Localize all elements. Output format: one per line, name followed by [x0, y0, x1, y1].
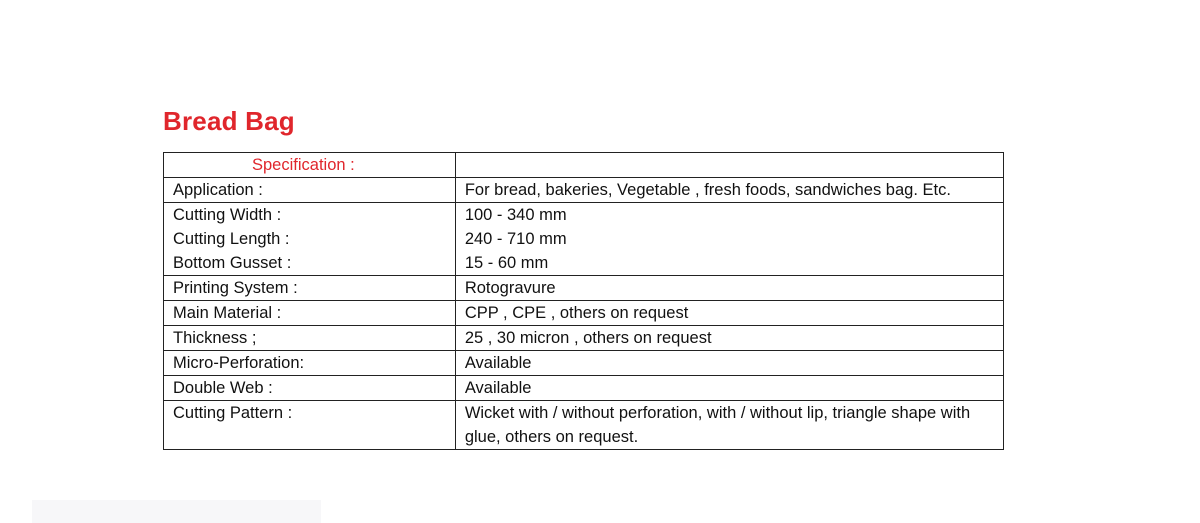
table-row	[164, 401, 1004, 450]
row-label-bottom-gusset: Bottom Gusset :	[164, 251, 456, 276]
table-row	[164, 326, 1004, 351]
row-label-cutting-length: Cutting Length :	[164, 227, 456, 251]
table-row	[164, 276, 1004, 301]
table-row	[164, 203, 1004, 228]
row-value-printing-system: Rotogravure	[455, 276, 1003, 301]
row-label-cutting-width: Cutting Width :	[164, 203, 456, 228]
row-label-printing-system: Printing System :	[164, 276, 456, 301]
row-label-application: Application :	[164, 178, 456, 203]
table-row	[164, 351, 1004, 376]
table-row	[164, 227, 1004, 251]
specification-table	[163, 152, 1004, 450]
table-row	[164, 178, 1004, 203]
bottom-bar	[32, 500, 321, 523]
table-row	[164, 251, 1004, 276]
row-value-cutting-pattern: Wicket with / without perforation, with / without lip, triangle shape with glue, others on request.	[455, 401, 1003, 450]
table-row	[164, 301, 1004, 326]
row-label-thickness: Thickness ;	[164, 326, 456, 351]
row-label-cutting-pattern: Cutting Pattern :	[164, 401, 456, 450]
row-value-double-web: Available	[455, 376, 1003, 401]
page-title: Bread Bag	[163, 106, 295, 136]
row-label-double-web: Double Web :	[164, 376, 456, 401]
table-row	[164, 376, 1004, 401]
table-header-row	[164, 153, 1004, 178]
row-label-main-material: Main Material :	[164, 301, 456, 326]
row-value-cutting-width: 100 - 340 mm	[455, 203, 1003, 228]
row-value-cutting-length: 240 - 710 mm	[455, 227, 1003, 251]
specification-header-value	[455, 153, 1003, 178]
row-label-micro-perforation: Micro-Perforation:	[164, 351, 456, 376]
row-value-thickness: 25 , 30 micron , others on request	[455, 326, 1003, 351]
specification-header: Specification :	[164, 153, 456, 178]
row-value-bottom-gusset: 15 - 60 mm	[455, 251, 1003, 276]
row-value-micro-perforation: Available	[455, 351, 1003, 376]
row-value-application: For bread, bakeries, Vegetable , fresh foods, sandwiches bag. Etc.	[455, 178, 1003, 203]
row-value-main-material: CPP , CPE , others on request	[455, 301, 1003, 326]
